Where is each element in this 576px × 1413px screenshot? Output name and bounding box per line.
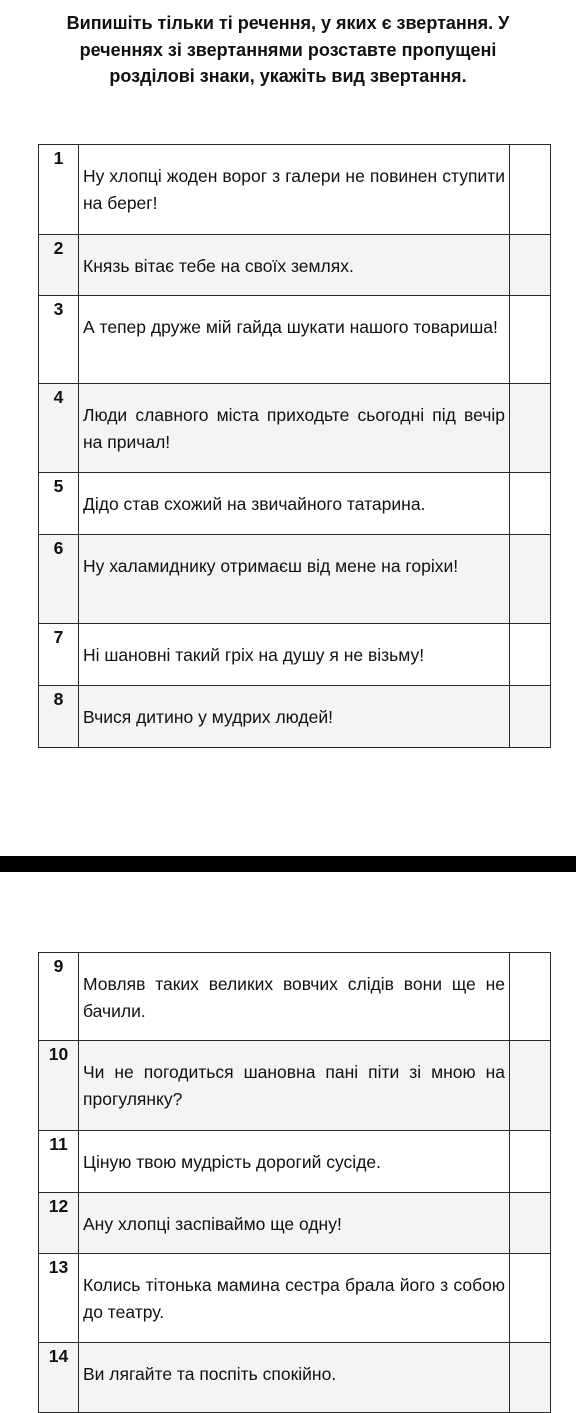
sentence-text: Ви лягайте та поспіть спокійно. <box>79 1343 510 1413</box>
row-number: 9 <box>39 953 79 1041</box>
answer-cell[interactable] <box>510 953 551 1041</box>
table-row <box>39 1343 551 1413</box>
sentence-text: Чи не погодиться шановна пані піти зі мною на прогулянку? <box>79 1041 510 1131</box>
answer-cell[interactable] <box>510 624 551 686</box>
answer-cell[interactable] <box>510 1343 551 1413</box>
table-row <box>39 953 551 1041</box>
table-row <box>39 1254 551 1343</box>
answer-cell[interactable] <box>510 1131 551 1193</box>
answer-cell[interactable] <box>510 473 551 535</box>
answer-cell[interactable] <box>510 296 551 384</box>
row-number: 12 <box>39 1193 79 1254</box>
row-number: 1 <box>39 145 79 235</box>
instruction-line: реченнях зі звертаннями розставте пропущені <box>79 39 497 60</box>
table-row <box>39 384 551 473</box>
table-row <box>39 535 551 624</box>
sentence-text: Колись тітонька мамина сестра брала його з собою до театру. <box>79 1254 510 1343</box>
sentences-table-1 <box>38 144 551 748</box>
row-number: 11 <box>39 1131 79 1193</box>
row-number: 10 <box>39 1041 79 1131</box>
answer-cell[interactable] <box>510 535 551 624</box>
page-separator <box>0 856 576 872</box>
instruction-line: Випишіть тільки ті речення, у яких є звертання. У <box>66 13 510 33</box>
instruction-line: розділові знаки, укажіть вид звертання. <box>109 66 467 86</box>
sentence-text: Дідо став схожий на звичайного татарина. <box>79 473 510 535</box>
sentence-text: А тепер друже мій гайда шукати нашого товариша! <box>79 296 510 384</box>
sentence-text: Ні шановні такий гріх на душу я не візьму! <box>79 624 510 686</box>
table-row <box>39 1193 551 1254</box>
row-number: 13 <box>39 1254 79 1343</box>
answer-cell[interactable] <box>510 384 551 473</box>
row-number: 5 <box>39 473 79 535</box>
sentence-text: Люди славного міста приходьте сьогодні під вечір на причал! <box>79 384 510 473</box>
answer-cell[interactable] <box>510 145 551 235</box>
sentence-text: Ну халамиднику отримаєш від мене на горіхи! <box>79 535 510 624</box>
table-row <box>39 624 551 686</box>
sentences-table-2 <box>38 952 551 1413</box>
answer-cell[interactable] <box>510 1193 551 1254</box>
table-row <box>39 296 551 384</box>
row-number: 3 <box>39 296 79 384</box>
sentence-text: Ану хлопці заспіваймо ще одну! <box>79 1193 510 1254</box>
answer-cell[interactable] <box>510 1254 551 1343</box>
table-row <box>39 235 551 296</box>
row-number: 7 <box>39 624 79 686</box>
table-row <box>39 473 551 535</box>
sentence-text: Ну хлопці жоден ворог з галери не повинен ступити на берег! <box>79 145 510 235</box>
sentence-text: Мовляв таких великих вовчих слідів вони ще не бачили. <box>79 953 510 1041</box>
table-row <box>39 1131 551 1193</box>
sentence-text: Вчися дитино у мудрих людей! <box>79 686 510 748</box>
row-number: 14 <box>39 1343 79 1413</box>
row-number: 8 <box>39 686 79 748</box>
table-row <box>39 145 551 235</box>
table-row <box>39 686 551 748</box>
sentence-text: Князь вітає тебе на своїх землях. <box>79 235 510 296</box>
answer-cell[interactable] <box>510 686 551 748</box>
table-row <box>39 1041 551 1131</box>
row-number: 6 <box>39 535 79 624</box>
answer-cell[interactable] <box>510 235 551 296</box>
row-number: 2 <box>39 235 79 296</box>
task-instructions <box>30 10 546 90</box>
answer-cell[interactable] <box>510 1041 551 1131</box>
sentence-text: Ціную твою мудрість дорогий сусіде. <box>79 1131 510 1193</box>
row-number: 4 <box>39 384 79 473</box>
